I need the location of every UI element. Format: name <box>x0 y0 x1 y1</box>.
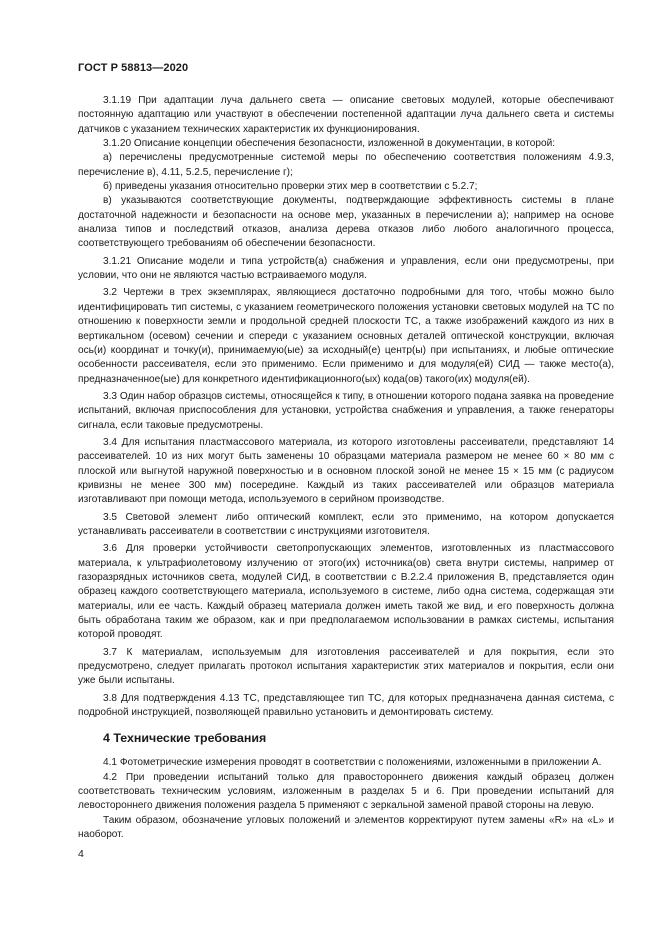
list-item-3-1-20-c: в) указываются соответствующие документы, подтверждающие эффективность системы в плане достаточной надежности и безопасности на основе мер, указанных в перечислении а); например на основе анализа типов и последствий отказов, анализа дерева отказов либо любого аналогичного процесса, соответствующего требованиям об обеспечении безопасности. <box>78 195 614 250</box>
paragraph-3-2: 3.2 Чертежи в трех экземплярах, являющиеся достаточно подробными для того, чтобы можно было идентифицировать тип системы, с указанием геометрического положения установки световых модулей на ТС по отношению к поверхности земли и продольной средней плоскости ТС, а также изображений каждого из них в вертикальном (осевом) сечении и спереди с указанием основных деталей оптической конструкции, включая ось(и) координат и точку(и), принимаемую(ые) за исходный(е) центр(ы) при испытаниях, и любые оптические особенности рассеивателя, если это применимо. Если применимо и для модуля(ей) СИД — также место(а), предназначенное(ые) для конкретного идентификационного(ых) кода(ов) такого(их) модуля(ей). <box>78 287 614 385</box>
paragraph-3-7: 3.7 К материалам, используемым для изготовления рассеивателей и для покрытия, если это предусмотрено, следует прилагать протокол испытания характеристик этих материалов и покрытия, если они уже были испытаны. <box>78 646 614 687</box>
paragraph-3-6: 3.6 Для проверки устойчивости светопропускающих элементов, изготовленных из пластмассового материала, к ультрафиолетовому излучению от этого(их) источника(ов) света внутри системы, например от газоразрядных источников света, модулей СИД, в соответствии с В.2.2.4 приложения В, представляется один образец каждого соответствующего материала, используемого в системе, либо одна система, содержащая эти материалы, или ее часть. Каждый образец материала должен иметь такой же вид, и его поверхность должна быть обработана таким же образом, как и при предполагаемом использовании в рамках системы, испытания которой проводят. <box>78 543 614 641</box>
paragraph-3-1-21: 3.1.21 Описание модели и типа устройств(а) снабжения и управления, если они предусмотрены, при условии, что они не являются частью встраиваемого модуля. <box>78 255 614 282</box>
page-number: 4 <box>78 848 84 860</box>
paragraph-3-1-19: 3.1.19 При адаптации луча дальнего света — описание световых модулей, которые обеспечивают постоянную адаптацию или участвуют в обеспечении постепенной адаптации луча дальнего света и системы датчиков с указанием технических характеристик их функционирования. <box>78 95 614 135</box>
standard-header: ГОСТ Р 58813—2020 <box>78 62 189 74</box>
list-item-3-1-20-a: а) перечислены предусмотренные системой меры по обеспечению соответствия положениям 4.9.3, перечисление в), 4.11, 5.2.5, перечисление г); <box>78 152 614 178</box>
paragraph-3-3: 3.3 Один набор образцов системы, относящейся к типу, в отношении которого подана заявка на проведение испытаний, включая приспособления для установки, устройства снабжения и управления, а также генераторы сигнала, если таковые предусмотрены. <box>78 390 614 431</box>
paragraph-3-8: 3.8 Для подтверждения 4.13 ТС, представляющее тип ТС, для которых предназначена данная система, с подробной инструкцией, позволяющей правильно установить и демонтировать систему. <box>78 692 614 719</box>
paragraph-4-2: 4.2 При проведении испытаний только для правостороннего движения каждый образец должен соответствовать техническим условиям, изложенным в разделах 5 и 6. При проведении испытаний для левостороннего движения положения раздела 5 применяют с зеркальной заменой правой стороны на левую. <box>78 771 614 812</box>
list-item-3-1-20-b: б) приведены указания относительно проверки этих мер в соответствии с 5.2.7; <box>103 181 478 193</box>
document-body <box>78 94 614 843</box>
paragraph-3-5: 3.5 Световой элемент либо оптический комплект, если это применимо, на котором допускается устанавливать рассеиватели в соответствии с инструкциями изготовителя. <box>78 511 614 537</box>
paragraph-3-4: 3.4 Для испытания пластмассового материала, из которого изготовлены рассеиватели, представляют 14 рассеивателей. 10 из них могут быть заменены 10 образцами материала размером не менее 60 × 80 мм с плоской или выгнутой наружной поверхностью и в основном плоской зоной не менее 15 × 15 мм (с радиусом кривизны не менее 300 мм) посередине. Каждый из таких рассеивателей или образцов материала изготавливают при помощи метода, используемого в серийном производстве. <box>78 436 614 506</box>
paragraph-3-1-20: 3.1.20 Описание концепции обеспечения безопасности, изложенной в документации, в которой: <box>103 138 556 150</box>
paragraph-4-1: 4.1 Фотометрические измерения проводят в соответствии с положениями, изложенными в приложении А. <box>103 757 602 769</box>
section-4-title: 4 Технические требования <box>103 731 267 746</box>
paragraph-4-2-note: Таким образом, обозначение угловых положений и элементов корректируют путем замены «R» на «L» и наоборот. <box>78 814 614 841</box>
